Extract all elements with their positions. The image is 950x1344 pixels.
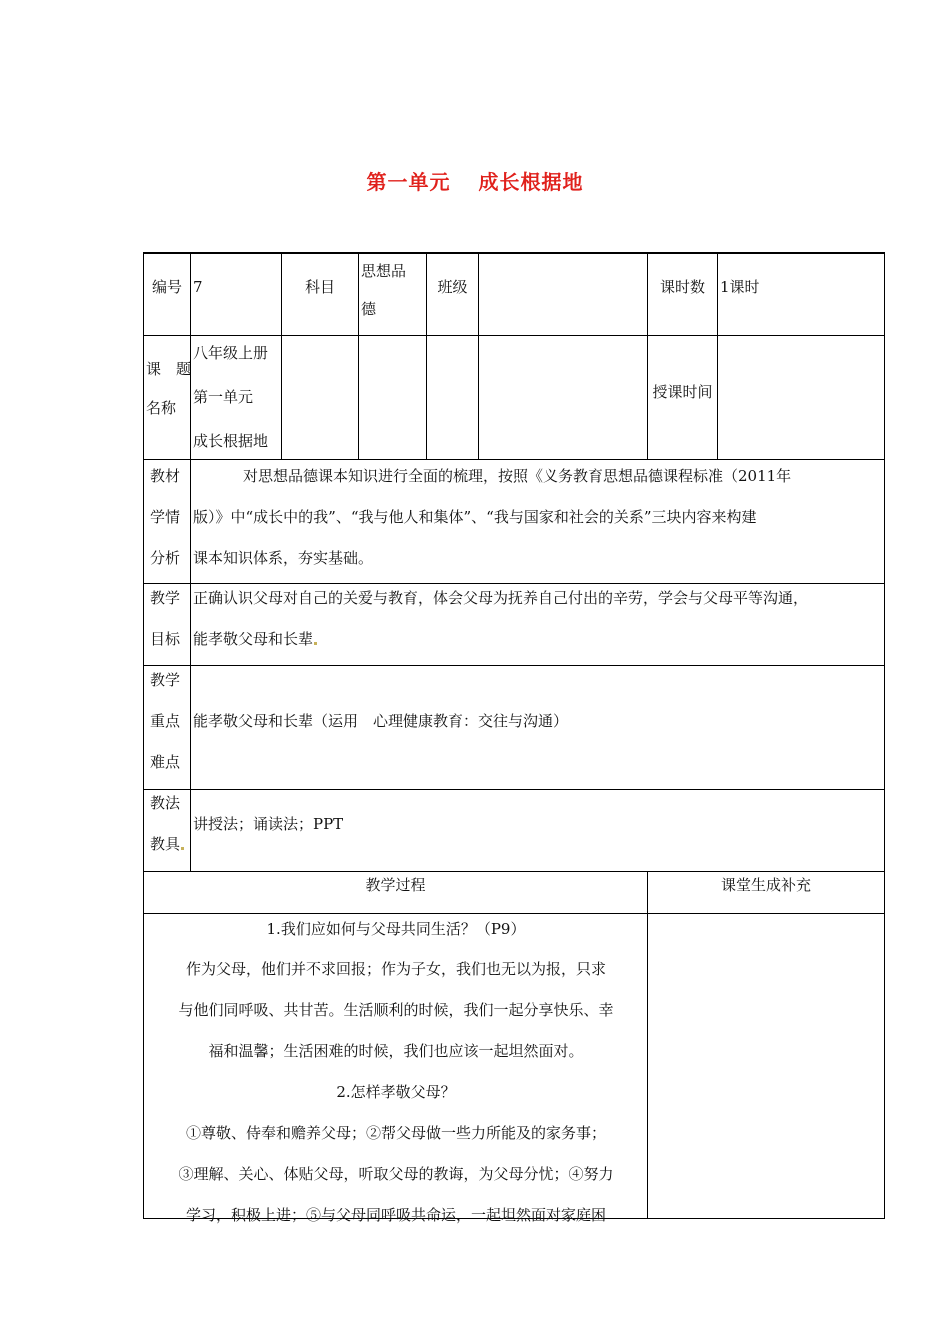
- analysis-label: [150, 456, 180, 579]
- subject-value: [361, 250, 406, 330]
- class-label: 班级: [437, 278, 468, 296]
- objectives-line-text: 能孝敬父母和长辈: [193, 630, 314, 648]
- topic-label-line: 名称: [146, 399, 177, 417]
- title-topic: 成长根据地: [478, 170, 584, 194]
- analysis-label-line: 学情: [150, 508, 181, 526]
- objectives-text: [193, 578, 883, 660]
- revision-mark: [314, 642, 317, 645]
- process-header: 教学过程: [365, 876, 426, 894]
- analysis-line: 课本知识体系，夯实基础。: [193, 549, 374, 567]
- key-points-label-line: 重点: [150, 712, 181, 730]
- topic-value-line: 成长根据地: [193, 432, 269, 450]
- topic-value-line: 第一单元: [193, 388, 254, 406]
- topic-value-line: 八年级上册: [193, 344, 269, 362]
- row-divider: [143, 665, 885, 666]
- subject-value-line: 思想品: [361, 262, 407, 280]
- process-line: 1.我们应如何与父母共同生活？（P9）: [266, 920, 526, 938]
- process-line: 学习，积极上进；⑤与父母同呼吸共命运，一起坦然面对家庭困: [185, 1206, 606, 1224]
- col-divider: [358, 252, 359, 460]
- analysis-line: 版）》中“成长中的我”、“我与他人和集体”、“我与国家和社会的关系”三块内容来构建: [193, 508, 757, 526]
- analysis-text: [193, 456, 883, 579]
- objectives-line: 正确认识父母对自己的关爱与教育，体会父母为抚养自己付出的辛劳，学会与父母平等沟通，: [193, 589, 809, 607]
- title-unit: 第一单元: [366, 170, 451, 194]
- methods-label-line: [150, 824, 184, 865]
- methods-text: 讲授法；诵读法；PPT: [193, 815, 344, 833]
- table-border-top: [143, 252, 885, 254]
- col-divider: [647, 871, 648, 1219]
- col-divider: [717, 252, 718, 460]
- key-points-text: 能孝敬父母和长辈（运用 心理健康教育：交往与沟通）: [193, 712, 569, 730]
- time-label: 授课时间: [652, 383, 713, 401]
- objectives-label-line: 目标: [150, 630, 181, 648]
- row-divider: [143, 789, 885, 790]
- table-border-right: [884, 252, 885, 1219]
- revision-mark: [181, 847, 184, 850]
- topic-label: [146, 349, 191, 429]
- number-label: 编号: [151, 278, 182, 296]
- objectives-line: [193, 619, 883, 660]
- process-line: 与他们同呼吸、共甘苦。生活顺利的时候，我们一起分享快乐、幸: [178, 1001, 614, 1019]
- key-points-label: [150, 660, 180, 783]
- hours-value: 1课时: [720, 278, 760, 296]
- subject-value-line: 德: [361, 300, 377, 318]
- objectives-label-line: 教学: [150, 589, 181, 607]
- analysis-label-line: 教材: [150, 467, 181, 485]
- process-line: [146, 949, 646, 990]
- methods-label: [150, 783, 184, 865]
- hours-label: 课时数: [659, 278, 705, 296]
- table-border-left: [143, 252, 144, 1219]
- objectives-label: [150, 578, 180, 660]
- analysis-line: 对思想品德课本知识进行全面的梳理，按照《义务教育思想品德课程标准（2011年: [243, 467, 792, 485]
- col-divider: [478, 252, 479, 460]
- col-divider: [190, 459, 191, 872]
- number-value: 7: [193, 278, 203, 296]
- methods-label-text: 教具: [150, 835, 181, 853]
- key-points-label-line: 难点: [150, 753, 181, 771]
- subject-label: 科目: [304, 278, 335, 296]
- process-line: 福和温馨；生活困难的时候，我们也应该一起坦然面对。: [208, 1042, 584, 1060]
- process-line-text: 作为父母，他们并不求回报；作为子女，我们也无以为报，只求: [185, 960, 606, 978]
- analysis-label-line: 分析: [150, 549, 181, 567]
- process-body: [146, 909, 646, 1236]
- topic-value: [193, 331, 268, 463]
- topic-label-line: 课 题: [146, 360, 192, 378]
- supplement-header: 课堂生成补充: [720, 876, 811, 894]
- process-line: 2.怎样孝敬父母？: [336, 1083, 456, 1101]
- process-line: ①尊敬、侍奉和赡养父母；②帮父母做一些力所能及的家务事；: [185, 1124, 606, 1142]
- process-line: ③理解、关心、体贴父母，听取父母的教诲，为父母分忧；④努力: [178, 1165, 614, 1183]
- methods-label-line: 教法: [150, 794, 181, 812]
- key-points-label-line: 教学: [150, 671, 181, 689]
